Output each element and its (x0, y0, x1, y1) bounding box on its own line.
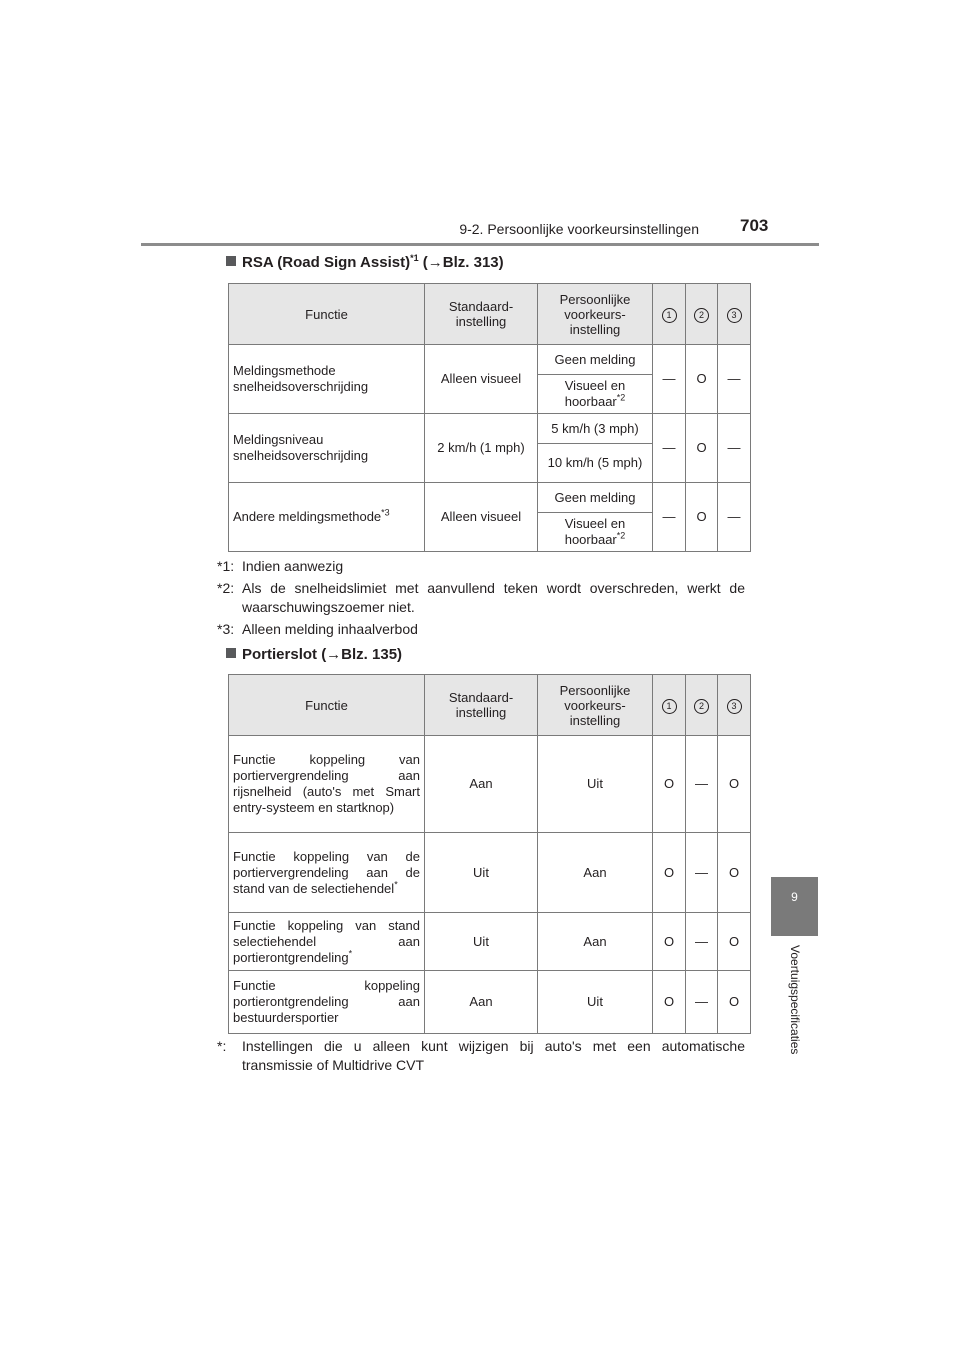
function-sup: *3 (381, 507, 390, 518)
portierslot-table (228, 674, 751, 1034)
cell-default: Aan (425, 736, 538, 833)
footnote-mark: *3: (217, 621, 235, 637)
cell-function: Functie koppeling van portiervergrendeling aan rijsnelheid (auto's met Smart entry-systeem en startknop) (229, 736, 425, 833)
cell-personal: Uit (538, 971, 653, 1034)
cell-default: Alleen visueel (425, 483, 538, 552)
cell-default: Alleen visueel (425, 345, 538, 414)
option-sup: *2 (616, 392, 626, 403)
footnote (217, 620, 745, 639)
rsa-heading-sup: *1 (410, 253, 419, 263)
cell-function: Meldingsmethode snelheidsoverschrijding (229, 345, 425, 414)
col-header-2 (686, 675, 718, 736)
cell-mark: O (653, 736, 686, 833)
cell-default: Uit (425, 913, 538, 971)
cell-mark: — (653, 483, 686, 552)
cell-mark: — (718, 345, 751, 414)
rsa-heading-ref: (→Blz. 313) (422, 254, 504, 271)
cell-personal: Aan (538, 833, 653, 913)
function-text: Functie koppeling van stand selectiehendel aan portierontgrendeling (233, 917, 420, 965)
portierslot-heading (226, 646, 402, 663)
cell-function (229, 483, 425, 552)
table-row (229, 971, 751, 1034)
table-row (229, 483, 751, 513)
cell-mark: — (686, 913, 718, 971)
col-header-functie: Functie (229, 675, 425, 736)
cell-mark: O (718, 833, 751, 913)
function-text: Functie koppeling van de portiervergrendeling aan de stand van de selectiehendel (233, 848, 420, 896)
cell-mark: O (718, 971, 751, 1034)
cell-option: Geen melding (538, 483, 653, 513)
cell-option: 5 km/h (3 mph) (538, 414, 653, 444)
rsa-heading-text: RSA (Road Sign Assist) (242, 254, 411, 271)
cell-function (229, 833, 425, 913)
section-title: 9-2. Persoonlijke voorkeursinstellingen (459, 221, 699, 237)
footnote-text: Indien aanwezig (242, 558, 344, 574)
cell-function: Meldingsniveau snelheidsoverschrijding (229, 414, 425, 483)
cell-mark: — (686, 833, 718, 913)
cell-mark: O (718, 736, 751, 833)
col-header-2 (686, 284, 718, 345)
circled-number-icon: 3 (727, 699, 742, 714)
cell-mark: O (686, 345, 718, 414)
cell-mark: — (718, 483, 751, 552)
circled-number-icon: 1 (662, 699, 677, 714)
cell-mark: O (718, 913, 751, 971)
page-number: 703 (740, 216, 769, 235)
col-header-standaard: Standaard-instelling (425, 675, 538, 736)
col-header-1 (653, 284, 686, 345)
footnote-mark: *1: (217, 558, 235, 574)
col-header-standaard: Standaard-instelling (425, 284, 538, 345)
cell-function: Functie koppeling portierontgrendeling aan bestuurdersportier (229, 971, 425, 1034)
col-header-persoonlijk: Persoonlijke voorkeurs-instelling (538, 675, 653, 736)
footnote (217, 579, 745, 617)
col-header-3 (718, 675, 751, 736)
chapter-label-wrap (762, 945, 828, 1095)
footnote (217, 1037, 745, 1075)
chapter-number: 9 (791, 890, 798, 904)
chapter-label: Voertuigspecificaties (788, 945, 802, 1055)
cell-mark: O (653, 913, 686, 971)
cell-mark: O (686, 414, 718, 483)
square-bullet-icon (226, 648, 236, 658)
table-row (229, 913, 751, 971)
cell-option (538, 375, 653, 414)
option-sup: *2 (616, 530, 626, 541)
chapter-tab (771, 877, 818, 936)
portierslot-heading-text: Portierslot (242, 646, 318, 663)
function-sup: * (348, 948, 353, 959)
function-text: Andere meldingsmethode (233, 509, 382, 524)
cell-mark: — (686, 971, 718, 1034)
footnote-mark: *2: (217, 580, 235, 596)
col-header-functie: Functie (229, 284, 425, 345)
cell-default: Uit (425, 833, 538, 913)
circled-number-icon: 1 (662, 308, 677, 323)
rsa-table (228, 283, 751, 552)
footnote (217, 557, 745, 576)
circled-number-icon: 3 (727, 308, 742, 323)
rsa-heading (226, 254, 504, 271)
footnote-text: Als de snelheidslimiet met aanvullend teken wordt overschreden, werkt de waarschuwingszoemer niet. (242, 580, 745, 615)
col-header-3 (718, 284, 751, 345)
table-row (229, 833, 751, 913)
footnote-text: Alleen melding inhaalverbod (242, 621, 418, 637)
cell-option: 10 km/h (5 mph) (538, 444, 653, 483)
cell-mark: — (653, 345, 686, 414)
rsa-header-row (229, 284, 751, 345)
footnote-text: Instellingen die u alleen kunt wijzigen bij auto's met een automatische transmissie of Multidrive CVT (242, 1038, 745, 1073)
circled-number-icon: 2 (694, 699, 709, 714)
cell-option: Geen melding (538, 345, 653, 375)
cell-mark: O (686, 483, 718, 552)
option-text: Visueel en hoorbaar (564, 378, 626, 409)
square-bullet-icon (226, 256, 236, 266)
cell-mark: — (718, 414, 751, 483)
cell-mark: O (653, 971, 686, 1034)
portierslot-header-row (229, 675, 751, 736)
option-text: Visueel en hoorbaar (564, 516, 626, 547)
circled-number-icon: 2 (694, 308, 709, 323)
cell-default: 2 km/h (1 mph) (425, 414, 538, 483)
table-row (229, 345, 751, 375)
cell-option (538, 513, 653, 552)
cell-default: Aan (425, 971, 538, 1034)
col-header-persoonlijk: Persoonlijke voorkeurs-instelling (538, 284, 653, 345)
portierslot-heading-ref: (→Blz. 135) (321, 646, 403, 663)
function-sup: * (394, 879, 398, 890)
cell-mark: — (686, 736, 718, 833)
cell-personal: Uit (538, 736, 653, 833)
table-row (229, 414, 751, 444)
cell-function (229, 913, 425, 971)
cell-mark: — (653, 414, 686, 483)
cell-mark: O (653, 833, 686, 913)
col-header-1 (653, 675, 686, 736)
cell-personal: Aan (538, 913, 653, 971)
table-row (229, 736, 751, 833)
footnote-mark: *: (217, 1038, 227, 1054)
header-divider (141, 243, 819, 246)
